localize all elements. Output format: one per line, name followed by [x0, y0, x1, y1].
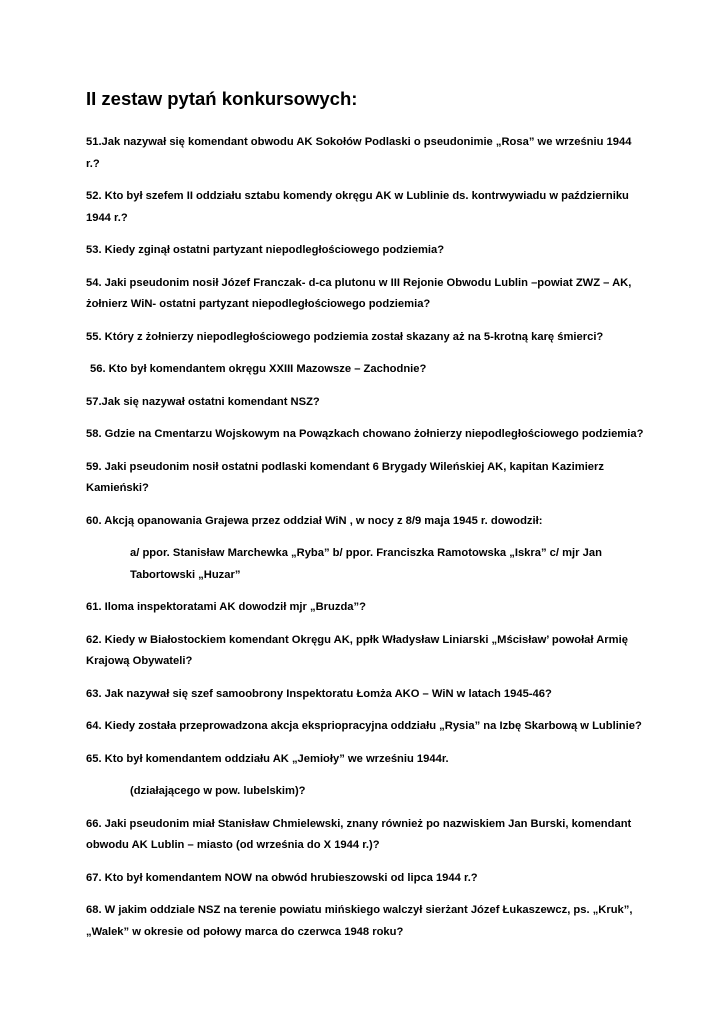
- question-68: 68. W jakim oddziale NSZ na terenie powiatu mińskiego walczył sierżant Józef Łukaszewcz, ps. „Kruk”, „Walek” w okresie od połowy marca do czerwca 1948 roku?: [86, 904, 633, 938]
- question-60: 60. Akcją opanowania Grajewa przez oddział WiN , w nocy z 8/9 maja 1945 r. dowodził:: [86, 514, 543, 527]
- question-59: 59. Jaki pseudonim nosił ostatni podlaski komendant 6 Brygady Wileńskiej AK, kapitan Kazimierz Kamieński?: [86, 460, 604, 494]
- question-62: 62. Kiedy w Białostockiem komendant Okręgu AK, ppłk Władysław Liniarski „Mścisław’ powołał Armię Krajową Obywateli?: [86, 633, 628, 667]
- question-52: 52. Kto był szefem II oddziału sztabu komendy okręgu AK w Lublinie ds. kontrwywiadu w październiku 1944 r.?: [86, 190, 629, 224]
- question-56: 56. Kto był komendantem okręgu XXIII Mazowsze – Zachodnie?: [90, 363, 427, 375]
- question-51: 51.Jak nazywał się komendant obwodu AK Sokołów Podlaski o pseudonimie „Rosa” we wrześniu 1944 r.?: [86, 136, 632, 170]
- question-61: 61. Iloma inspektoratami AK dowodził mjr „Bruzda”?: [86, 601, 366, 613]
- question-67: 67. Kto był komendantem NOW na obwód hrubieszowski od lipca 1944 r.?: [86, 871, 478, 884]
- question-64: 64. Kiedy została przeprowadzona akcja ekspriopracyjna oddziału „Rysia” na Izbę Skarbową w Lublinie?: [86, 720, 642, 732]
- question-65-continuation: (działającego w pow. lubelskim)?: [130, 785, 306, 797]
- question-55: 55. Który z żołnierzy niepodległościowego podziemia został skazany aż na 5-krotną karę śmierci?: [86, 330, 604, 343]
- question-57: 57.Jak się nazywał ostatni komendant NSZ?: [86, 395, 320, 408]
- question-60-options: a/ ppor. Stanisław Marchewka „Ryba” b/ ppor. Franciszka Ramotowska „Iskra” c/ mjr Jan Tabortowski „Huzar”: [130, 547, 602, 581]
- document-page: [86, 86, 646, 954]
- question-66: 66. Jaki pseudonim miał Stanisław Chmielewski, znany również po nazwiskiem Jan Burski, komendant obwodu AK Lublin – miasto (od września do X 1944 r.)?: [86, 817, 632, 851]
- page-title: II zestaw pytań konkursowych:: [86, 88, 358, 109]
- question-53: 53. Kiedy zginął ostatni partyzant niepodległościowego podziemia?: [86, 244, 445, 256]
- question-58: 58. Gdzie na Cmentarzu Wojskowym na Powązkach chowano żołnierzy niepodległościowego podziemia?: [86, 428, 644, 440]
- question-63: 63. Jak nazywał się szef samoobrony Inspektoratu Łomża AKO – WiN w latach 1945-46?: [86, 687, 552, 700]
- question-65: 65. Kto był komendantem oddziału AK „Jemioły” we wrześniu 1944r.: [86, 752, 449, 765]
- question-54: 54. Jaki pseudonim nosił Józef Franczak- d-ca plutonu w III Rejonie Obwodu Lublin –powiat ZWZ – AK, żołnierz WiN- ostatni partyzant niepodległościowego podziemia?: [86, 276, 632, 310]
